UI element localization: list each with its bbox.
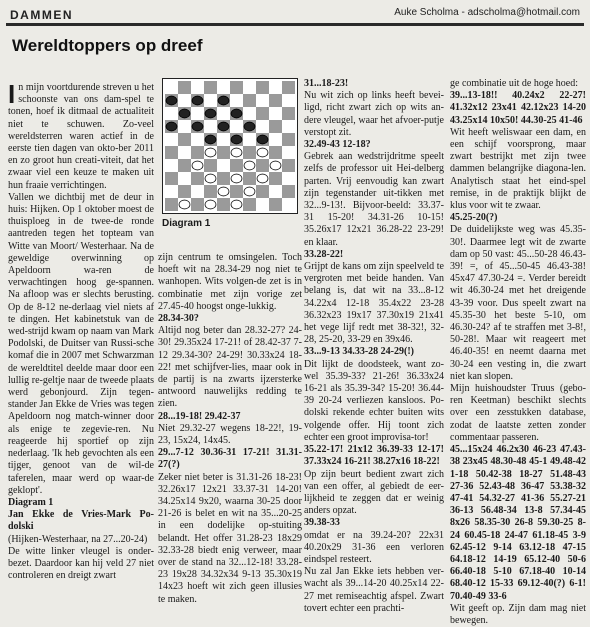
paragraph: Dit lijkt de doodsteek, want zo-wel 35.39-33? 21-26! 36.33x24 16-21 als 35.39-34? 15-20! 36.44-39 20-24 verliezen kansloos. Po-dolski rekende echter buiten wits volgende offer. Hij toont zich echter een groot improvisa-tor! — [304, 358, 444, 443]
black-piece — [231, 109, 242, 118]
board-square — [217, 198, 230, 211]
board-square — [191, 146, 204, 159]
board-square — [269, 172, 282, 185]
board-square — [204, 185, 217, 198]
board-square — [256, 185, 269, 198]
board-square — [217, 81, 230, 94]
black-piece — [244, 122, 255, 131]
board-square — [269, 107, 282, 120]
black-piece — [218, 122, 229, 131]
paragraph: Wit geeft op. Zijn dam mag niet bewegen. — [450, 602, 586, 626]
board-square — [243, 133, 256, 146]
article-title: Wereldtoppers op dreef — [12, 36, 203, 55]
move-heading: 33.28-22! — [304, 248, 344, 260]
paragraph: omdat er na 39.24-20? 22x31 40.20x29 31-36 een verloren eindspel resteert. — [304, 529, 444, 565]
move-heading: 31...18-23! — [304, 78, 349, 89]
board-square — [165, 159, 178, 172]
white-piece — [218, 187, 229, 196]
board-square — [282, 107, 295, 120]
black-piece — [205, 109, 216, 118]
white-piece — [270, 161, 281, 170]
move-heading: 32.49-43 12-18? — [304, 139, 371, 151]
board-square — [282, 185, 295, 198]
board-square — [256, 120, 269, 133]
paragraph: Altijd nog beter dan 28.32-27? 24-30! 29.35x24 17-21! of 28.42-37 7-12 29.34-30? 24-29! 30.33x24 18-22! met schijfver-lies, maar ook in de partij is na zwarts ijzersterke antwoord nauwelijks redding te zien. — [158, 325, 302, 410]
board-square — [178, 120, 191, 133]
paragraph: Nu zal Jan Ekke iets hebben ver-wacht als 39...14-20 40.25x14 22-27 met remiseachtig afspel. Zwart tovert echter een prachti- — [304, 566, 444, 614]
intro-text: n mijn voortdurende streven u het schoonste van ons dam-spel te tonen, hoef ik ditmaal de actualiteit niet te schuwen. Zo-veel wereldsterren waren actief in de eerste tien dagen van okto-ber 2011 en zo groot hun creati-viteit, dat het zwaar viel een keuze te maken uit hun fraaie verrichtingen. — [8, 82, 154, 191]
board-square — [243, 94, 256, 107]
board-square — [230, 185, 243, 198]
board-square — [269, 81, 282, 94]
board-square — [165, 198, 178, 211]
drop-cap: I — [8, 79, 16, 109]
paragraph: Op zijn beurt bedient zwart zich van een offer, al gebiedt de eer-lijkheid te zeggen dat er weinig anders opzat. — [304, 468, 444, 517]
board-square — [217, 133, 230, 146]
board-square — [282, 172, 295, 185]
board-square — [191, 198, 204, 211]
white-piece — [179, 200, 190, 209]
game-heading: Jan Ekke de Vries-Mark Po-dolski — [8, 509, 154, 533]
paragraph: De witte linker vleugel is onder-bezet. Daardoor kan hij veld 27 niet controleren en dreigt zwart — [8, 545, 154, 582]
board-square — [191, 172, 204, 185]
paragraph: De duidelijkste weg was 45.35-30!. Daarmee legt wit de zwarte dam op 50 vast: 45...50-28 46.43-39! =, of 45...50-45 46.43-38! 45x47 47.30-24 =. Verder bereidt wit 46.30-24 met het dreigende 43-39 voor. Dus speelt zwart na 45.35-30 het beste 5-10, om 46.30-24? af te straffen met 3-8!, 50-28!. Maar wit reageert met 46.40-35! en neemt daarna met 30-24 een vesting in, die zwart niet kan slopen. — [450, 224, 586, 382]
board-square — [282, 94, 295, 107]
board-square — [178, 159, 191, 172]
board-square — [204, 94, 217, 107]
black-piece — [205, 135, 216, 144]
paragraph: Wit heeft weliswaar een dam, en een schijf voorsprong, maar zwart bestrijkt met zijn twee dammen belangrijke diagona-len. Analytisch staat het eind-spel remise, in de praktijk blijkt de klus voor wit te zwaar. — [450, 126, 586, 212]
board-square — [204, 120, 217, 133]
black-piece — [257, 135, 268, 144]
board-square — [282, 120, 295, 133]
paragraph: Niet 29.32-27 wegens 18-22!, 19-23, 15x24, 14x45. — [158, 422, 302, 447]
board-square — [230, 159, 243, 172]
board-square — [178, 94, 191, 107]
board-square — [217, 146, 230, 159]
page-header — [6, 4, 584, 26]
white-piece — [205, 200, 216, 209]
board-square — [243, 107, 256, 120]
intro-paragraph — [8, 79, 154, 192]
white-piece — [205, 148, 216, 157]
white-piece — [205, 174, 216, 183]
section-label: DAMMEN — [10, 8, 73, 22]
board-square — [191, 81, 204, 94]
board-square — [165, 81, 178, 94]
paragraph: Vallen we dichtbij met de deur in huis: Hijken. Op 1 oktober moest de thuisploeg in de twee-de ronde aantreden tegen het topteam van Witte van Moort/ Westerhaar. Na de geweldige overwinning op Apeldoorn wa-ren de verwachtingen hoog ge-spannen. Na afloop was er slechts berusting. Op de 8-12 ne-derlaag viel niets af te dingen. Het kabinetstuk van de wed-strijd kwam op naam van Mark Podolski, de Duitser van Russi-sche komaf die in 2007 met Schwarzman de wereldtitel deelde maar door een lullig re-geltje naar de tweede plaats werd gebonjourd. Zijn tegen-stander Jan Ekke de Vries was tegen Apeldoorn nog match-winner door als enige te zegevie-ren. Nu reageerde hij sportief op zijn nederlaag. 'Ik heb gevochten als een tijger, genoot van de wil-de taferelen, maar werd op waar-de geklopt'. — [8, 191, 154, 496]
move-heading: 33...9-13 34.33-28 24-29(!) — [304, 346, 414, 358]
board-square — [165, 146, 178, 159]
board-square — [282, 133, 295, 146]
paragraph: Gebrek aan wedstrijdritme speelt zelfs de professor uit Hei-delberg parten. Vrij eenvoudig kan zwart zijn tegenstander uit-tikken met 32...9-13!. Bijvoor-beeld: 33.37-31 15-20! 34.31-26 10-15! 35.26x17 12x21 36.28-22 23-29! en klaar. — [304, 151, 444, 248]
black-piece — [192, 96, 203, 105]
white-piece — [244, 161, 255, 170]
black-piece — [166, 122, 177, 131]
diagram-heading: Diagram 1 — [8, 496, 54, 508]
board-square — [243, 81, 256, 94]
board-square — [191, 133, 204, 146]
diagram-caption: Diagram 1 — [162, 218, 211, 229]
board-square — [204, 159, 217, 172]
board-square — [165, 172, 178, 185]
paragraph: Nu wit zich op links heeft bevei-ligd, richt zwart zich op wits an-dere vleugel, waar het afvoer-putje verstopt zit. — [304, 90, 444, 138]
board-square — [191, 107, 204, 120]
board-square — [217, 172, 230, 185]
board-square — [204, 81, 217, 94]
black-piece — [166, 96, 177, 105]
board-square — [256, 159, 269, 172]
board-square — [243, 172, 256, 185]
move-heading: 45.25-20(?) — [450, 212, 498, 224]
board-square — [282, 159, 295, 172]
move-heading: 35.22-17! 21x12 36.39-33 12-17! 37.33x24 16-21! 38.27x16 18-22! — [304, 444, 444, 468]
move-heading: 28.34-30? — [158, 313, 199, 325]
board-square — [178, 146, 191, 159]
move-heading: 39.38-33 — [304, 517, 340, 529]
paragraph: Mijn huishoudster Truus (gebo-ren Keetman) beschikt slechts over een zesstukken database, zodat de laatste zetten zonder commentaar passeren. — [450, 383, 586, 443]
board-square — [217, 107, 230, 120]
board-square — [282, 146, 295, 159]
column-1 — [8, 79, 154, 597]
board-square — [178, 172, 191, 185]
board-square — [165, 107, 178, 120]
board-square — [243, 198, 256, 211]
move-sequence: 39...13-18!! 40.24x2 22-27! 41.32x12 23x41 42.12x23 14-20 43.25x14 10x50! 44.30-25 41-46 — [450, 90, 586, 126]
draughts-board — [162, 78, 298, 214]
move-heading: 29...7-12 30.36-31 17-21! 31.31-27(?) — [158, 447, 302, 471]
board-square — [178, 133, 191, 146]
white-piece — [257, 174, 268, 183]
board-square — [165, 133, 178, 146]
board-square — [269, 94, 282, 107]
black-piece — [179, 109, 190, 118]
board-square — [256, 107, 269, 120]
board-square — [243, 146, 256, 159]
board-square — [178, 81, 191, 94]
black-piece — [231, 135, 242, 144]
board-square — [217, 159, 230, 172]
black-piece — [218, 96, 229, 105]
paragraph: Zeker niet beter is 31.31-26 18-23! 32.26x17 12x21 33.37-31 14-20! 34.25x14 9x20, waarna 30-25 door 21-26 is belet en wit na 35...20-25 in een dodelijke op-stuiting belandt. Het offer 31.28-23 18x29 32.33-28 biedt enig verweer, maar over de stand na 32...12-18! 33.28-23 19x28 34.32x34 9-13 35.30x19 14x23 hoeft wit zich geen illusies te maken. — [158, 471, 302, 605]
board-square — [256, 198, 269, 211]
white-piece — [231, 200, 242, 209]
board-square — [178, 185, 191, 198]
white-piece — [192, 161, 203, 170]
white-piece — [257, 148, 268, 157]
diagram-1 — [162, 78, 298, 248]
paragraph: ge combinatie uit de hoge hoed: — [450, 78, 579, 89]
board-square — [230, 120, 243, 133]
white-piece — [231, 148, 242, 157]
board-square — [165, 185, 178, 198]
paragraph: zijn centrum te omsingelen. Toch hoeft wit na 28.34-29 nog niet te wanhopen. Wits volgen-de zet is in combinatie met zijn vorige zet 27.45-40 hoogst onge-lukkig. — [158, 252, 302, 312]
board-square — [191, 185, 204, 198]
board-square — [269, 133, 282, 146]
game-info: (Hijken-Westerhaar, na 27...20-24) — [8, 533, 148, 545]
board-square — [269, 185, 282, 198]
board-square — [269, 146, 282, 159]
white-piece — [231, 174, 242, 183]
header-rule — [6, 23, 584, 26]
board-square — [256, 94, 269, 107]
board-square — [282, 81, 295, 94]
column-3 — [304, 78, 444, 614]
board-square — [269, 198, 282, 211]
paragraph: Grijpt de kans om zijn speelveld te vergroten met beide handen. Van belang is, dat wit na 33...8-12 34.22x4 12-18 35.4x22 23-28 36.32x23 19x17 37.30x19 21x41 het vege lijf redt met 38-32!, 32-28, 25-20, 33-29 en 39x46. — [304, 261, 444, 346]
column-2 — [158, 252, 302, 605]
board-square — [230, 94, 243, 107]
move-sequence: 45...15x24 46.2x30 46-23 47.43-38 23x45 48.30-48 45-1 49.48-42 1-18 50.42-38 18-27 51.48-43 27-36 52.43-48 36-47 53.38-32 47-41 54.32-27 41-36 55.27-21 36-13 56.48-34 13-8 57.34-45 8x26 58.35-30 26-8 59.30-25 8-24 60.45-18 24-47 61.18-45 3-9 62.45-12 9-14 63.12-18 47-15 64.18-12 14-19 65.12-40 50-6 66.40-18 5-10 67.18-40 10-14 68.40-12 15-33 69.12-40(?) 6-1! 70.40-49 33-6 — [450, 444, 586, 602]
board-square — [282, 198, 295, 211]
board-square — [230, 81, 243, 94]
author-byline: Auke Scholma - adscholma@hotmail.com — [394, 7, 580, 18]
column-4 — [450, 78, 586, 626]
board-square — [256, 81, 269, 94]
board-square — [269, 120, 282, 133]
black-piece — [192, 122, 203, 131]
white-piece — [244, 187, 255, 196]
move-heading: 28...19-18! 29.42-37 — [158, 410, 241, 422]
